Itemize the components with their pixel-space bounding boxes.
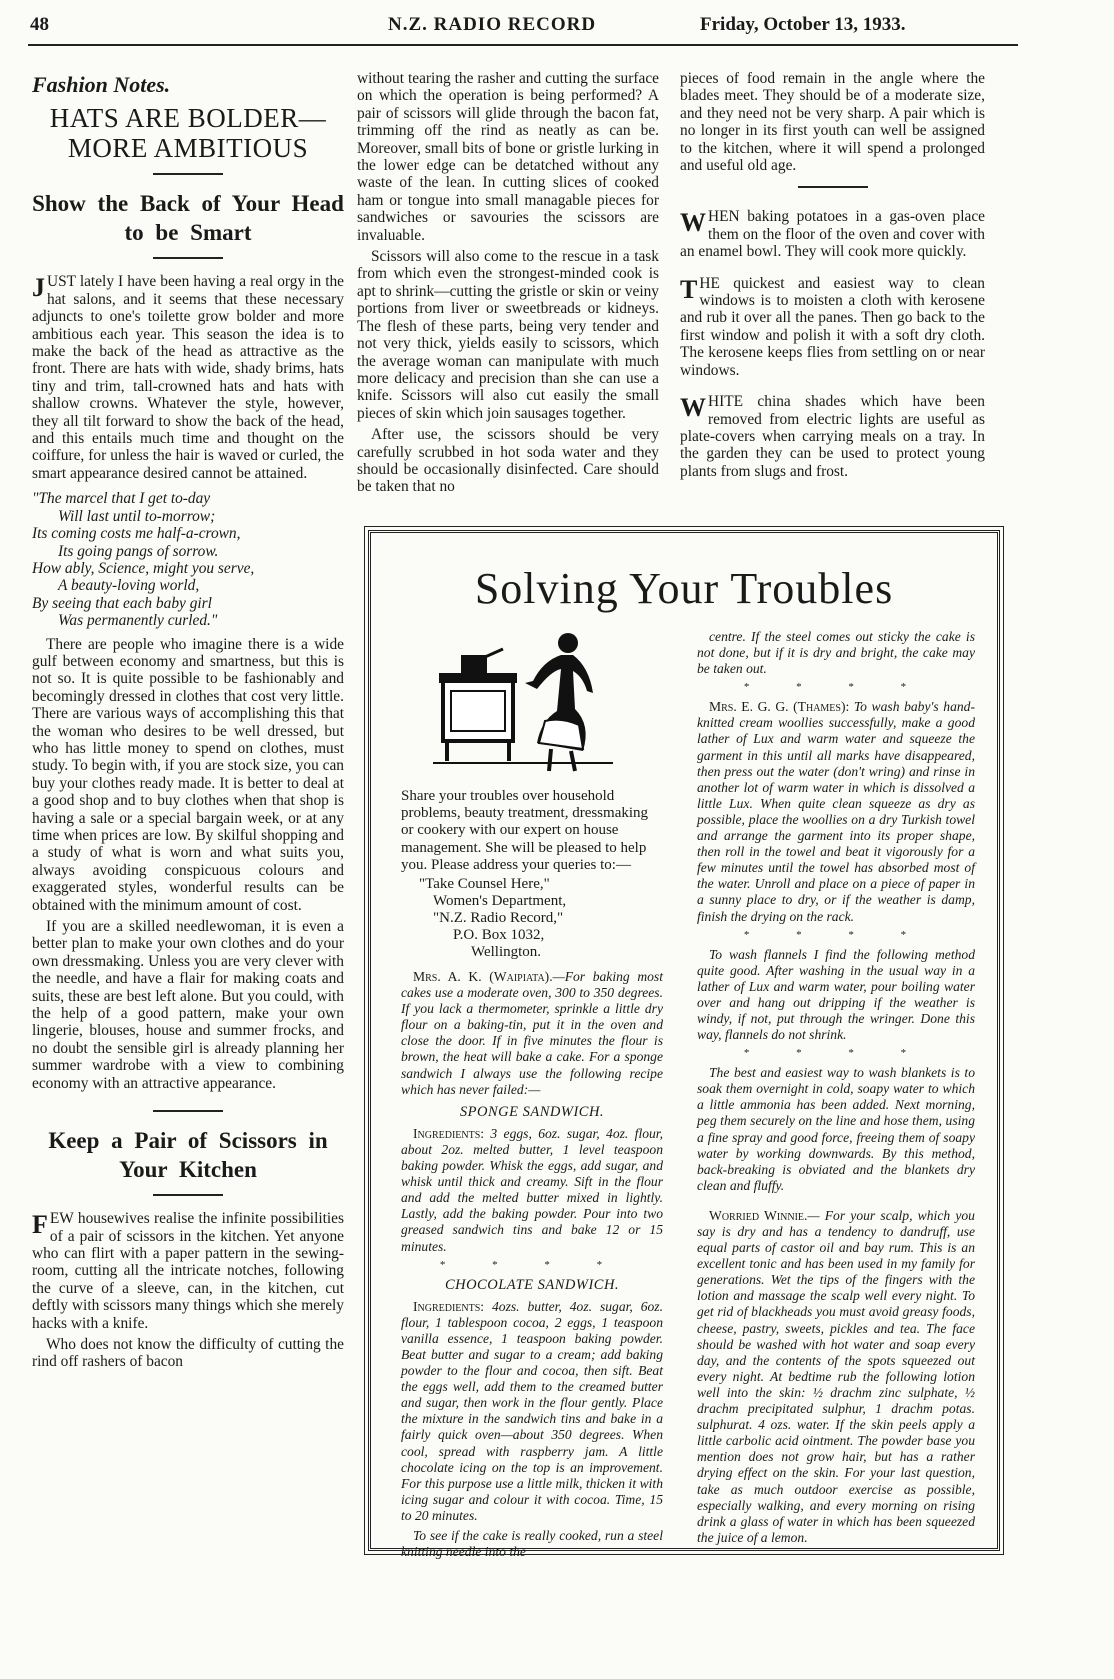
poem-line: Was permanently curled.": [58, 612, 218, 630]
drop-cap: F: [32, 1210, 48, 1240]
article-paragraph: There are people who imagine there is a wide gulf between economy and smartness, but this is not so. It is quite possible to be fashionably and becomingly dressed in clothes that cost very little. There are various ways of accomplishing this that the woman who desires to be well dressed, but who has little money to spend on clothes, must study. To begin with, if you are stock size, you can buy your clothes ready made. It is better to deal at a good shop and to buy clothes when that shop is having a sale or a special bargain week, or at any time when prices are low. By skilful shopping and a study of what is worn and what suits you, always avoiding conspicuous colours and exaggerated styles, wonderful results can be obtained with the minimum amount of cost.: [32, 635, 344, 914]
article-paragraph: Scissors will also come to the rescue in a task from which even the strongest-minded cook is apt to shrink—cutting the gristle or skin or veiny portions from liver or sweetbreads or kidneys. The flesh of these parts, being very tender and not very thick, yields easily to scissors, which the average woman can manipulate with much more delicacy and precision than she can use a knife. Scissors will also cut easily the small pieces of skin which join sausages together.: [357, 248, 659, 422]
paragraph-text: HE quickest and easiest way to clean windows is to moisten a cloth with kerosene and rub it over all the panes. Then go back to the first window and polish it with a soft dry cloth. The kerosene keeps flies from settling on or near windows.: [680, 274, 985, 379]
reply-text: —For baking most cakes use a moderate oven, 300 to 350 degrees. If you lack a thermometer, sprinkle a little dry flour on a baking-tin, put it in the oven and close the door. If in five minutes the flour is brown, the heat will bake a cake. For a sponge sandwich I always use the following recipe which has never failed:—: [401, 969, 663, 1097]
article-paragraph: Who does not know the difficulty of cutting the rind off rashers of bacon: [32, 1335, 344, 1371]
paragraph-text: EW housewives realise the infinite possibilities of a pair of scissors in the kitchen. Yet anyone who can flirt with a paper pattern in the sewing-room, cutting all the intricate notches, following the curve of a sleeve, can, in the kitchen, cut deftly with scissors many things which she merely hacks with a knife.: [32, 1210, 344, 1332]
recipe-text: 4ozs. butter, 4oz. sugar, 6oz. flour, 1 tablespoon cocoa, 2 eggs, 1 teaspoon vanilla essence, 1 teaspoon baking powder. Beat butter and sugar to a cream; add baking powder to the flour and cocoa, then sift. Beat the eggs well, add them to the creamed butter and sugar, then work in the flour gently. Place the mixture in the sandwich tins and bake in a fairly quick oven—about 350 degrees. When cool, spread with raspberry jam. A little chocolate icing on the top is an improvement. For this purpose use a little milk, thicken it with icing sugar and colour it with cocoa. Time, 15 to 20 minutes.: [401, 1298, 663, 1523]
section-kicker: Fashion Notes.: [32, 72, 171, 97]
tip-windows: [680, 275, 985, 379]
reply-worried-winnie: [697, 1208, 975, 1546]
poem-line: By seeing that each baby girl: [32, 594, 212, 612]
reply-text: To wash baby's hand-knitted cream woollies successfully, make a good lather of Lux and warm water and squeeze the garment in this until all marks have disappeared, then press out the water (don't wring) and rinse in another lot of warm water in which is dissolved a little Lux. When quite clean squeeze as dry as possible, place the woollies on a dry Turkish towel and arrange the garment into its proper shape, then roll in the towel and beat it vigorously for a few minutes until the towel has absorbed most of the water. Unroll and place on a piece of paper in a sunny place to dry, or if the weather is damp, finish the drying on the rack.: [697, 699, 975, 924]
publication-title: N.Z. RADIO RECORD: [388, 14, 597, 35]
article-paragraph: without tearing the rasher and cutting the surface on which the operation is being performed? A pair of scissors will glide through the bacon fat, trimming off the rind as neatly as can be. Moreover, small bits of bone or gristle lurking in the lower edge can be detatched without any waste of the lean. In cutting slices of cooked ham or tongue into small managable pieces for sandwiches or savouries the scissors are invaluable.: [357, 70, 659, 244]
cake-test-tip: To see if the cake is really cooked, run a steel knitting needle into the: [401, 1528, 663, 1560]
mailing-address: [401, 876, 663, 961]
drop-cap: T: [680, 274, 698, 304]
reply-text: — For your scalp, which you say is dry and has a tendency to dandruff, use equal parts of castor oil and bay rum. This is an excellent tonic and has been used in my family for generations. Wet the tips of the fingers with the lotion and massage the scalp well every night. To get rid of blackheads you must avoid greasy foods, cheese, pastry, sweets, pickles and tea. The face should be washed with hot water and soap every day, and the contents of the spots squeezed out every night. At bedtime rub the following lotion well into the skin: ½ drachm zinc sulphate, ½ drachm precipitated sulphur, 1 drachm potas. sulphurat. 4 ozs. water. If the skin peels apply a little carbolic acid ointment. The powder base you mention does not grow hair, but has a rather drying effect on the skin. For your last question, take as much outdoor exercise as possible, especially walking, and every morning on rising drink a glass of water in which has been squeezed the juice of a lemon.: [697, 1207, 975, 1545]
recipe-sponge: [401, 1126, 663, 1255]
poem-line: Its coming costs me half-a-crown,: [32, 525, 241, 543]
tip-potatoes: [680, 208, 985, 260]
cake-test-tip-cont: centre. If the steel comes out sticky the cake is not done, but if it is dry and bright, the cake may be taken out.: [697, 629, 975, 677]
paragraph-text: HITE china shades which have been removed from electric lights are useful as plate-covers when carrying meals on a tray. In the garden they can be used to protect young plants from slugs and frost.: [680, 393, 985, 480]
woman-at-stove-illustration: [433, 621, 623, 781]
drop-cap: J: [32, 273, 45, 303]
recipe-chocolate: [401, 1299, 663, 1524]
article-paragraph: After use, the scissors should be very carefully scrubbed in hot soda water and they should be occasionally disinfected. Care should be taken that no: [357, 426, 659, 496]
star-separator: * * * *: [743, 928, 929, 941]
address-line: "N.Z. Radio Record,": [433, 910, 564, 927]
recipe-text: 3 eggs, 6oz. sugar, 4oz. flour, about 2oz. melted butter, 1 level teaspoon baking powder. Whisk the eggs, add sugar, and whisk until thick and creamy. Sift in the flour and add the melted butter mixed in lightly. Lastly, add the baking powder. Pour into two greased sandwich tins and bake 12 or 15 minutes.: [401, 1125, 663, 1254]
address-line: "Take Counsel Here,": [419, 876, 550, 893]
column-2: [357, 70, 659, 500]
solving-troubles-box: [368, 530, 1000, 1560]
poem-line: How ably, Science, might you serve,: [32, 559, 255, 577]
poem: [32, 490, 344, 629]
drop-cap: W: [680, 393, 706, 423]
address-line: Women's Department,: [433, 893, 567, 910]
correspondent-name: Worried Winnie.: [709, 1207, 808, 1223]
poem-line: Will last until to-morrow;: [58, 507, 216, 525]
divider: [153, 173, 223, 175]
divider: [153, 1194, 223, 1196]
star-separator: * * * *: [743, 681, 929, 694]
issue-date: Friday, October 13, 1933.: [700, 14, 906, 35]
page-number: 48: [30, 14, 49, 35]
reply-mrs-ak: [401, 969, 663, 1098]
star-separator: * * * *: [743, 1047, 929, 1060]
star-separator: * * * *: [439, 1258, 625, 1271]
article-paragraph: pieces of food remain in the angle where the blades meet. They should be of a moderate size, and they need not be very sharp. A pair which is no longer in its first youth can well be assigned to the kitchen, where it will spend a prolonged and useful old age.: [680, 70, 985, 175]
subheadline: Show the Back of Your Head to be Smart: [32, 191, 344, 246]
article-paragraph: [32, 1210, 344, 1332]
correspondent-name: Mrs. A. K. (Waipiata).: [413, 969, 553, 985]
flannels-tip: To wash flannels I find the following method quite good. After washing in the usual way in a lather of Lux and warm water, pour boiling water over and hang out dripping if the weather is windy, if not, put through the wringer. Done this way, flannels do not shrink.: [697, 946, 975, 1043]
poem-line: Its going pangs of sorrow.: [58, 542, 219, 560]
header-rule: [28, 44, 1018, 46]
correspondent-name: Mrs. E. G. G. (Thames):: [709, 699, 850, 715]
ingredients-label: Ingredients:: [413, 1125, 485, 1141]
paragraph-text: HEN baking potatoes in a gas-oven place them on the floor of the oven and cover with an enamel bowl. They will cook more quickly.: [680, 208, 985, 261]
divider: [153, 1110, 223, 1112]
headline-scissors: Keep a Pair of Scissors in Your Kitchen: [48, 1128, 328, 1183]
recipe-title-sponge: SPONGE SANDWICH.: [459, 1103, 605, 1120]
column-3: [680, 70, 985, 484]
divider: [798, 186, 868, 188]
box-title: Solving Your Troubles: [474, 564, 894, 613]
poem-line: "The marcel that I get to-day: [32, 490, 211, 508]
box-intro: Share your troubles over household problems, beauty treatment, dressmaking or cookery with our expert on house management. She will be pleased to help you. Please address your queries to:—: [401, 788, 649, 873]
address-line: P.O. Box 1032,: [453, 927, 545, 944]
address-line: Wellington.: [471, 944, 542, 961]
ingredients-label: Ingredients:: [413, 1298, 485, 1314]
reply-mrs-egg: [697, 699, 975, 924]
drop-cap: W: [680, 208, 706, 238]
headline-hats: HATS ARE BOLDER— MORE AMBITIOUS: [49, 103, 327, 164]
paragraph-text: UST lately I have been having a real orgy in the hat salons, and it seems that these necessary adjuncts to one's toilette grow bolder and more ambitious each year. This season the idea is to make the back of the head as attractive as the front. There are hats with wide, shady brims, hats tiny and trim, tall-crowned hats and hats with shallow crowns. Whatever the style, however, they all tilt forward to show the back of the head, and this entails much time and thought on the coiffure, for unless the hair is waved or curled, the smart appearance desired cannot be attained.: [32, 273, 344, 482]
blankets-tip: The best and easiest way to wash blankets is to soak them overnight in cold, soapy water to which a little ammonia has been added. Next morning, peg them securely on the line and hose them, using a fine spray and good force, freeing them of soapy water by working downwards. By this method, back-breaking is obviated and the blankets dry clean and fluffy.: [697, 1065, 975, 1193]
column-1: [32, 70, 344, 1375]
tip-china-shades: [680, 393, 985, 480]
box-right-column: [697, 629, 975, 1550]
article-paragraph: [32, 273, 344, 482]
article-paragraph: If you are a skilled needlewoman, it is even a better plan to make your own clothes and do your own dressmaking. Unless you are very clever with the needle, and have a flair for making coats and suits, these are best left alone. But you could, with the help of a good pattern, make your own lingerie, blouses, house and summer frocks, and no doubt the sensible girl is already planning her summer wardrobe with a view to combining economy with an attractive appearance.: [32, 918, 344, 1092]
box-left-column: [401, 788, 663, 1564]
divider: [153, 257, 223, 259]
poem-line: A beauty-loving world,: [58, 577, 200, 595]
recipe-title-chocolate: CHOCOLATE SANDWICH.: [444, 1276, 620, 1293]
